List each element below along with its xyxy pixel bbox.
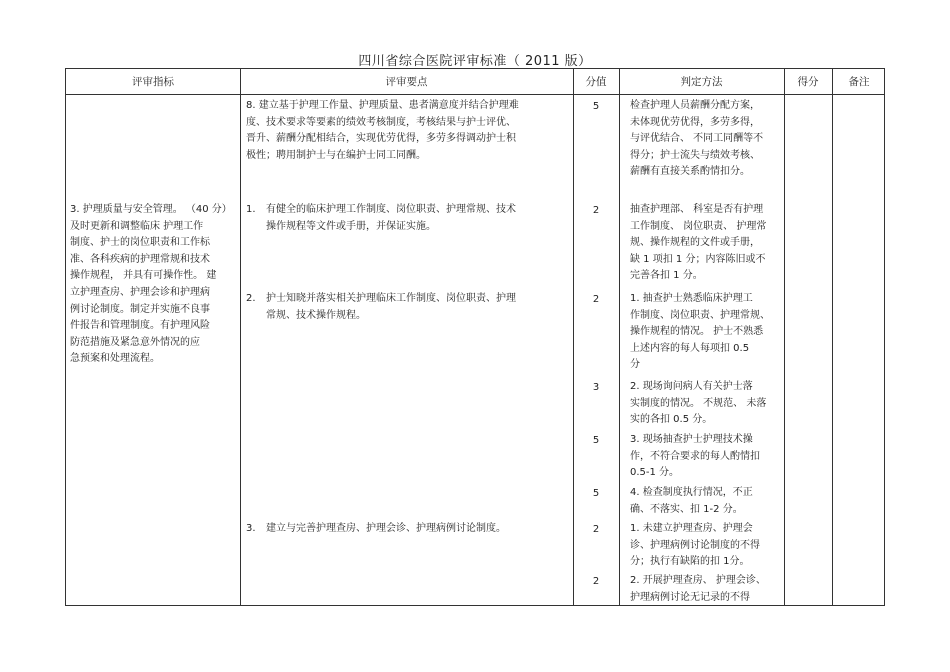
method-text: 4. 检查制度执行情况，不正 确、不落实、扣 1-2 分。 [630,487,753,515]
point-number: 1. [246,204,256,215]
method-text: 2. 开展护理查房、 护理会诊、 护理病例讨论无记录的不得 [630,575,766,603]
score-value: 3 [592,382,600,393]
score-value: 2 [592,576,600,587]
point-text: 护士知晓并落实相关护理临床工作制度、岗位职责、护理 常规、技术操作规程。 [266,293,516,321]
score-value: 2 [592,294,600,305]
point-number: 2. [246,293,256,304]
method-text: 1. 未建立护理查房、护理会 诊、护理病例讨论制度的不得 分；执行有缺陷的扣 1分。 [630,523,760,568]
header-method: 判定方法 [680,76,723,88]
score-value: 2 [592,524,600,535]
page-title: 四川省综合医院评审标准（ 2011 版） [358,54,592,69]
point-number: 3. [246,523,256,534]
method-text: 1. 抽查护士熟悉临床护理工 作制度、岗位职责、护理常规、 操作规程的情况。 护士不熟悉 上述内容的每人每项扣 0.5 分 [630,293,770,371]
standards-table [65,68,885,606]
header-divider [66,94,884,95]
score-value: 5 [592,101,600,112]
point-text: 建立与完善护理查房、护理会诊、护理病例讨论制度。 [266,523,506,534]
header-points: 评审要点 [385,76,428,88]
indicator-text: 3. 护理质量与安全管理。 （40 分） 及时更新和调整临床 护理工作 制度、护士的岗位职责和工作标 准、各科疾病的护理常规和技术 操作规程， 并具有可操作性。 建 立护理查房、护理会诊和护理病 例讨论制度。制定并实施不良事 件报告和管理制度。有护理风险 防范措施及紧急意外情况的应 急预案和处理流程。 [70,204,232,365]
point-text: 8. 建立基于护理工作量、护理质量、患者满意度并结合护理难 度、技术要求等要素的绩效考核制度，考核结果与护士评优、 晋升、薪酬分配相结合，实现优劳优得，多劳多得调动护士积 极性；聘用制护士与在编护士同工同酬。 [246,100,519,161]
score-value: 5 [592,488,600,499]
method-text: 2. 现场询问病人有关护士落 实制度的情况。 不规范、 未落 实的各扣 0.5 分。 [630,381,767,426]
col-divider [619,69,620,605]
col-divider [832,69,833,605]
header-indicator: 评审指标 [132,76,174,88]
col-divider [240,69,241,605]
method-text: 抽查护理部、 科室是否有护理 工作制度、 岗位职责、 护理常 规、操作规程的文件或手册， 缺 1 项扣 1 分；内容陈旧或不 完善各扣 1 分。 [630,204,767,282]
header-score: 分值 [585,76,607,88]
col-divider [573,69,574,605]
method-text: 检查护理人员薪酬分配方案， 未体现优劳优得，多劳多得， 与评优结合、 不同工同酬等不 得分；护士流失与绩效考核、 薪酬有直接关系酌情扣分。 [630,100,764,178]
point-text: 有健全的临床护理工作制度、岗位职责、护理常规、技术 操作规程等文件或手册，并保证实施。 [266,204,516,232]
header-got: 得分 [797,76,819,88]
score-value: 2 [592,205,600,216]
col-divider [784,69,785,605]
header-note: 备注 [848,76,870,88]
method-text: 3. 现场抽查护士护理技术操 作，不符合要求的每人酌情扣 0.5-1 分。 [630,434,760,479]
score-value: 5 [592,435,600,446]
